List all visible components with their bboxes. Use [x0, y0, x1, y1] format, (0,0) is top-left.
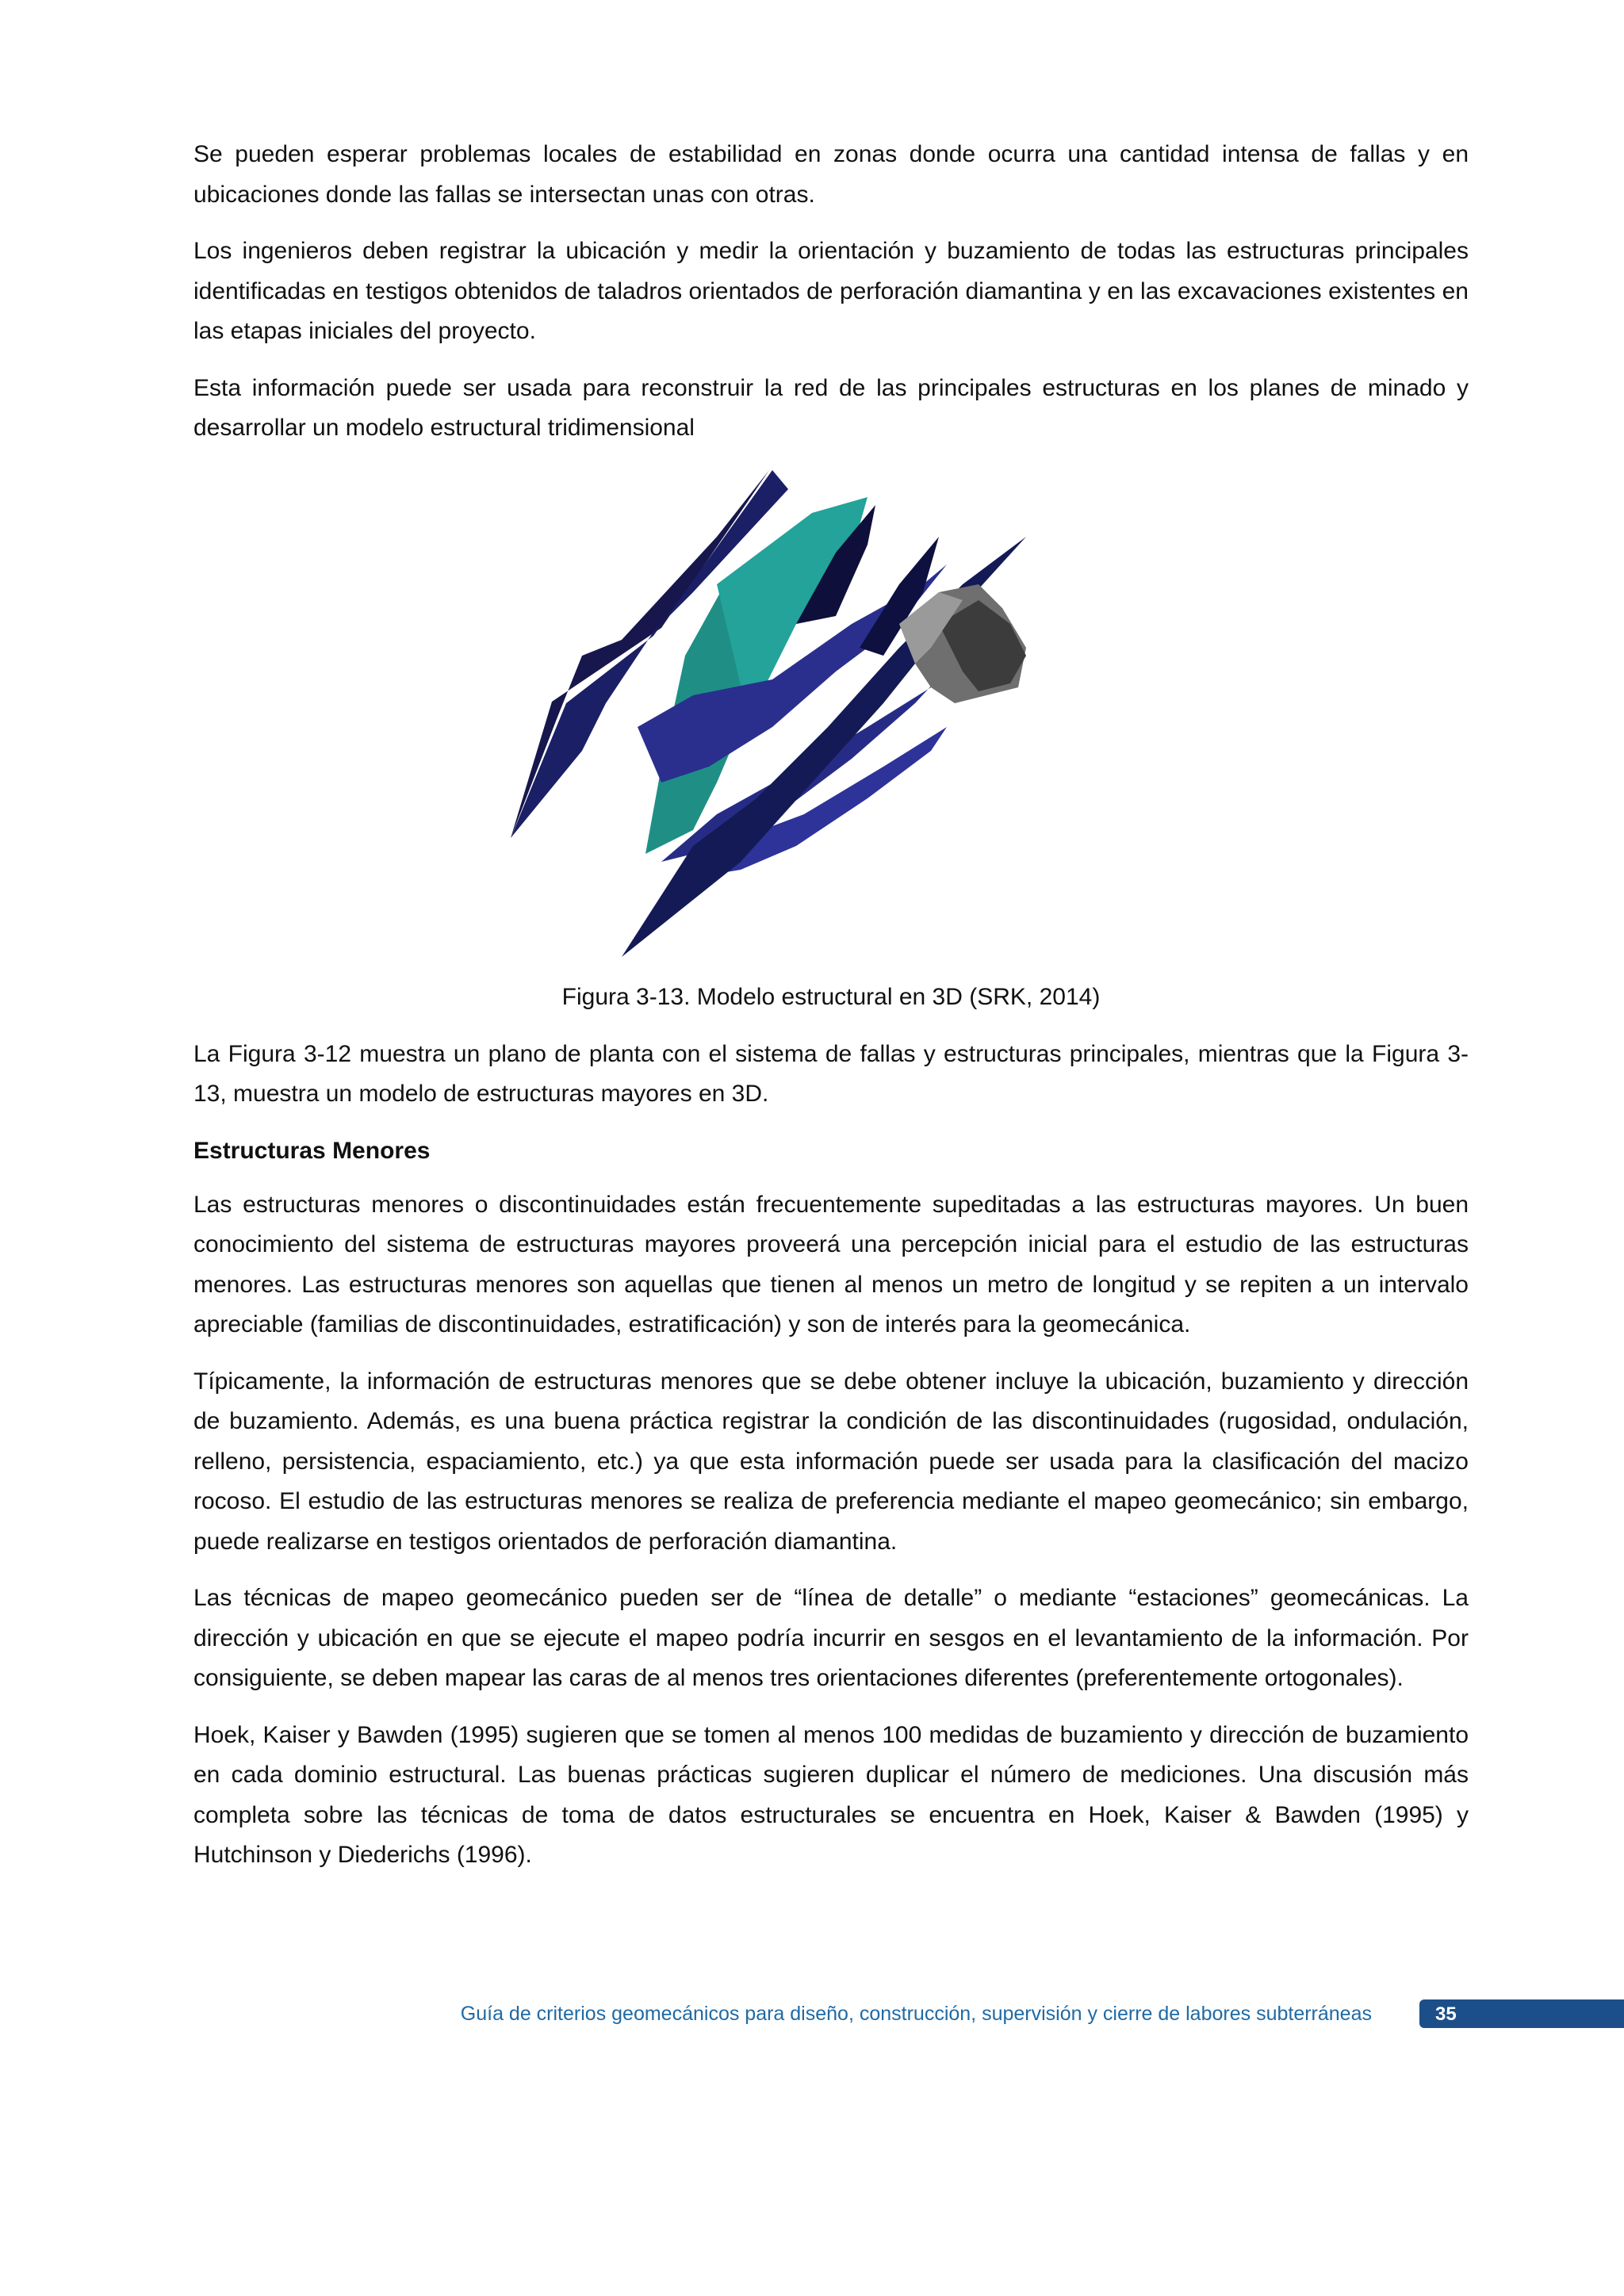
paragraph: Los ingenieros deben registrar la ubicación y medir la orientación y buzamiento de todas las estructuras principales identificadas en testigos obtenidos de taladros orientados de perforación diamantina y en las excavaciones existentes en las etapas iniciales del proyecto. [193, 238, 1469, 344]
paragraph: La Figura 3-12 muestra un plano de planta con el sistema de fallas y estructuras principales, mientras que la Figura 3-13, muestra un modelo de estructuras mayores en 3D. [193, 1040, 1469, 1107]
paragraph: Las técnicas de mapeo geomecánico pueden ser de “línea de detalle” o mediante “estaciones” geomecánicas. La dirección y ubicación en que se ejecute el mapeo podría incurrir en sesgos en el levantamiento de la información. Por consiguiente, se deben mapear las caras de al menos tres orientaciones diferentes (preferentemente ortogonales). [193, 1585, 1469, 1691]
paragraph: Hoek, Kaiser y Bawden (1995) sugieren que se tomen al menos 100 medidas de buzamiento y dirección de buzamiento en cada dominio estructural. Las buenas prácticas sugieren duplicar el número de mediciones. Una discusión más completa sobre las técnicas de toma de datos estructurales se encuentra en Hoek, Kaiser & Bawden (1995) y Hutchinson y Diederichs (1996). [193, 1721, 1469, 1868]
paragraph: Típicamente, la información de estructuras menores que se debe obtener incluye la ubicación, buzamiento y dirección de buzamiento. Además, es una buena práctica registrar la condición de las discontinuidades (rugosidad, ondulación, relleno, persistencia, espaciamiento, etc.) ya que esta información puede ser usada para la clasificación del macizo rocoso. El estudio de las estructuras menores se realiza de preferencia mediante el mapeo geomecánico; sin embargo, puede realizarse en testigos orientados de perforación diamantina. [193, 1368, 1469, 1555]
paragraph: Esta información puede ser usada para reconstruir la red de las principales estructuras en los planes de minado y desarrollar un modelo estructural tridimensional [193, 374, 1469, 441]
footer-guide-title: Guía de criterios geomecánicos para diseño, construcción, supervisión y cierre de labores subterráneas [460, 2003, 1372, 2025]
page-number: 35 [1435, 2003, 1457, 2025]
page-body [193, 135, 1469, 1892]
paragraph: Se pueden esperar problemas locales de estabilidad en zonas donde ocurra una cantidad intensa de fallas y en ubicaciones donde las fallas se intersectan unas con otras. [193, 141, 1469, 208]
structural-model-figure [193, 465, 1469, 973]
section-heading: Estructuras Menores [193, 1137, 431, 1164]
figure-caption: Figura 3-13. Modelo estructural en 3D (SRK, 2014) [561, 983, 1101, 1010]
page-number-badge [1419, 1999, 1624, 2028]
structural-model-3d-image [455, 465, 1153, 973]
paragraph: Las estructuras menores o discontinuidades están frecuentemente supeditadas a las estructuras mayores. Un buen conocimiento del sistema de estructuras mayores proveerá una percepción inicial para el estudio de las estructuras menores. Las estructuras menores son aquellas que tienen al menos un metro de longitud y se repiten a un intervalo apreciable (familias de discontinuidades, estratificación) y son de interés para la geomecánica. [193, 1191, 1469, 1337]
